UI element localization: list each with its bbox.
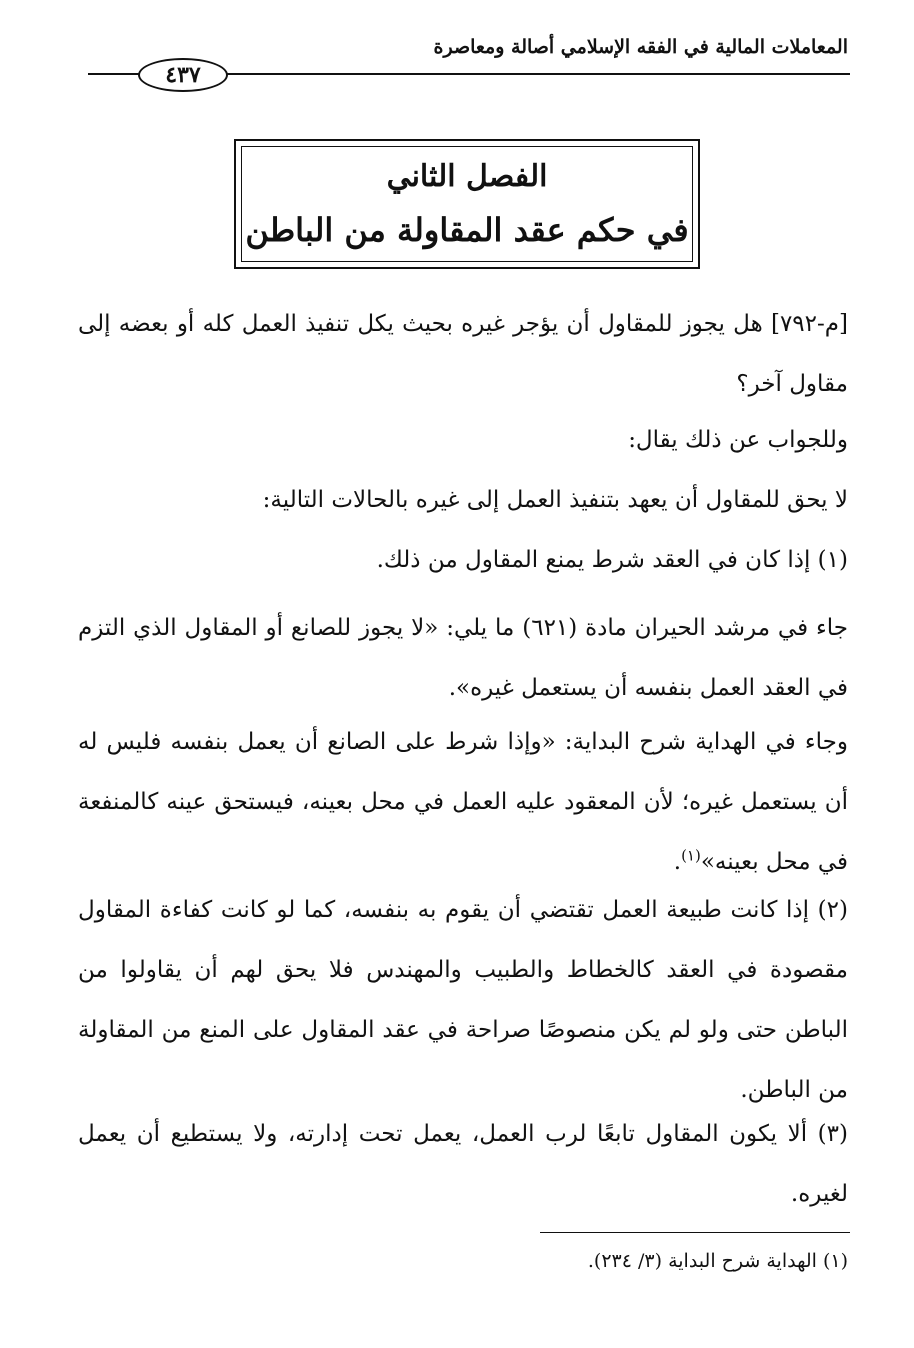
chapter-title: الفصل الثاني [386,159,548,194]
footnote-1: (١) الهداية شرح البداية (٣/ ٢٣٤). [587,1250,848,1272]
hidaya-quote-text: وجاء في الهداية شرح البداية: «وإذا شرط على الصانع أن يعمل بنفسه فليس له أن يستعمل غيره؛ لأن المعقود عليه العمل في محل بعينه، فيستحق عينه كالمنفعة في محل بعينه» [78,729,848,875]
page-number: ٤٣٧ [138,58,228,92]
running-header-title: المعاملات المالية في الفقه الإسلامي أصالة ومعاصرة [433,36,848,58]
paragraph-condition-1: (١) إذا كان في العقد شرط يمنع المقاول من ذلك. [376,547,848,573]
paragraph-condition-2: (٢) إذا كانت طبيعة العمل تقتضي أن يقوم به بنفسه، كما لو كانت كفاءة المقاول مقصودة في العقد كالخطاط والطبيب والمهندس فلا يحق لهم أن يقاولوا من الباطن حتى ولو لم يكن منصوصًا صراحة في عقد المقاول على المنع من المقاولة من الباطن. [78,897,848,1103]
paragraph-answer-intro: وللجواب عن ذلك يقال: [628,427,848,453]
paragraph-hidaya-quote [78,712,848,892]
chapter-heading-box [234,139,700,269]
paragraph-condition-3: (٣) ألا يكون المقاول تابعًا لرب العمل، يعمل تحت إدارته، ولا يستطيع أن يعمل لغيره. [78,1121,848,1207]
footnote-reference: (١) [681,846,701,865]
paragraph-question: [م-٧٩٢] هل يجوز للمقاول أن يؤجر غيره بحيث يكل تنفيذ العمل كله أو بعضه إلى مقاول آخر؟ [78,311,848,397]
paragraph-conditions-intro: لا يحق للمقاول أن يعهد بتنفيذ العمل إلى غيره بالحالات التالية: [262,487,848,513]
paragraph-murshid-quote: جاء في مرشد الحيران مادة (٦٢١) ما يلي: «لا يجوز للصانع أو المقاول الذي التزم في العقد العمل بنفسه أن يستعمل غيره». [78,615,848,701]
footnote-rule [540,1232,850,1233]
hidaya-quote-end: . [673,849,682,875]
chapter-subtitle: في حكم عقد المقاولة من الباطن [245,211,689,249]
